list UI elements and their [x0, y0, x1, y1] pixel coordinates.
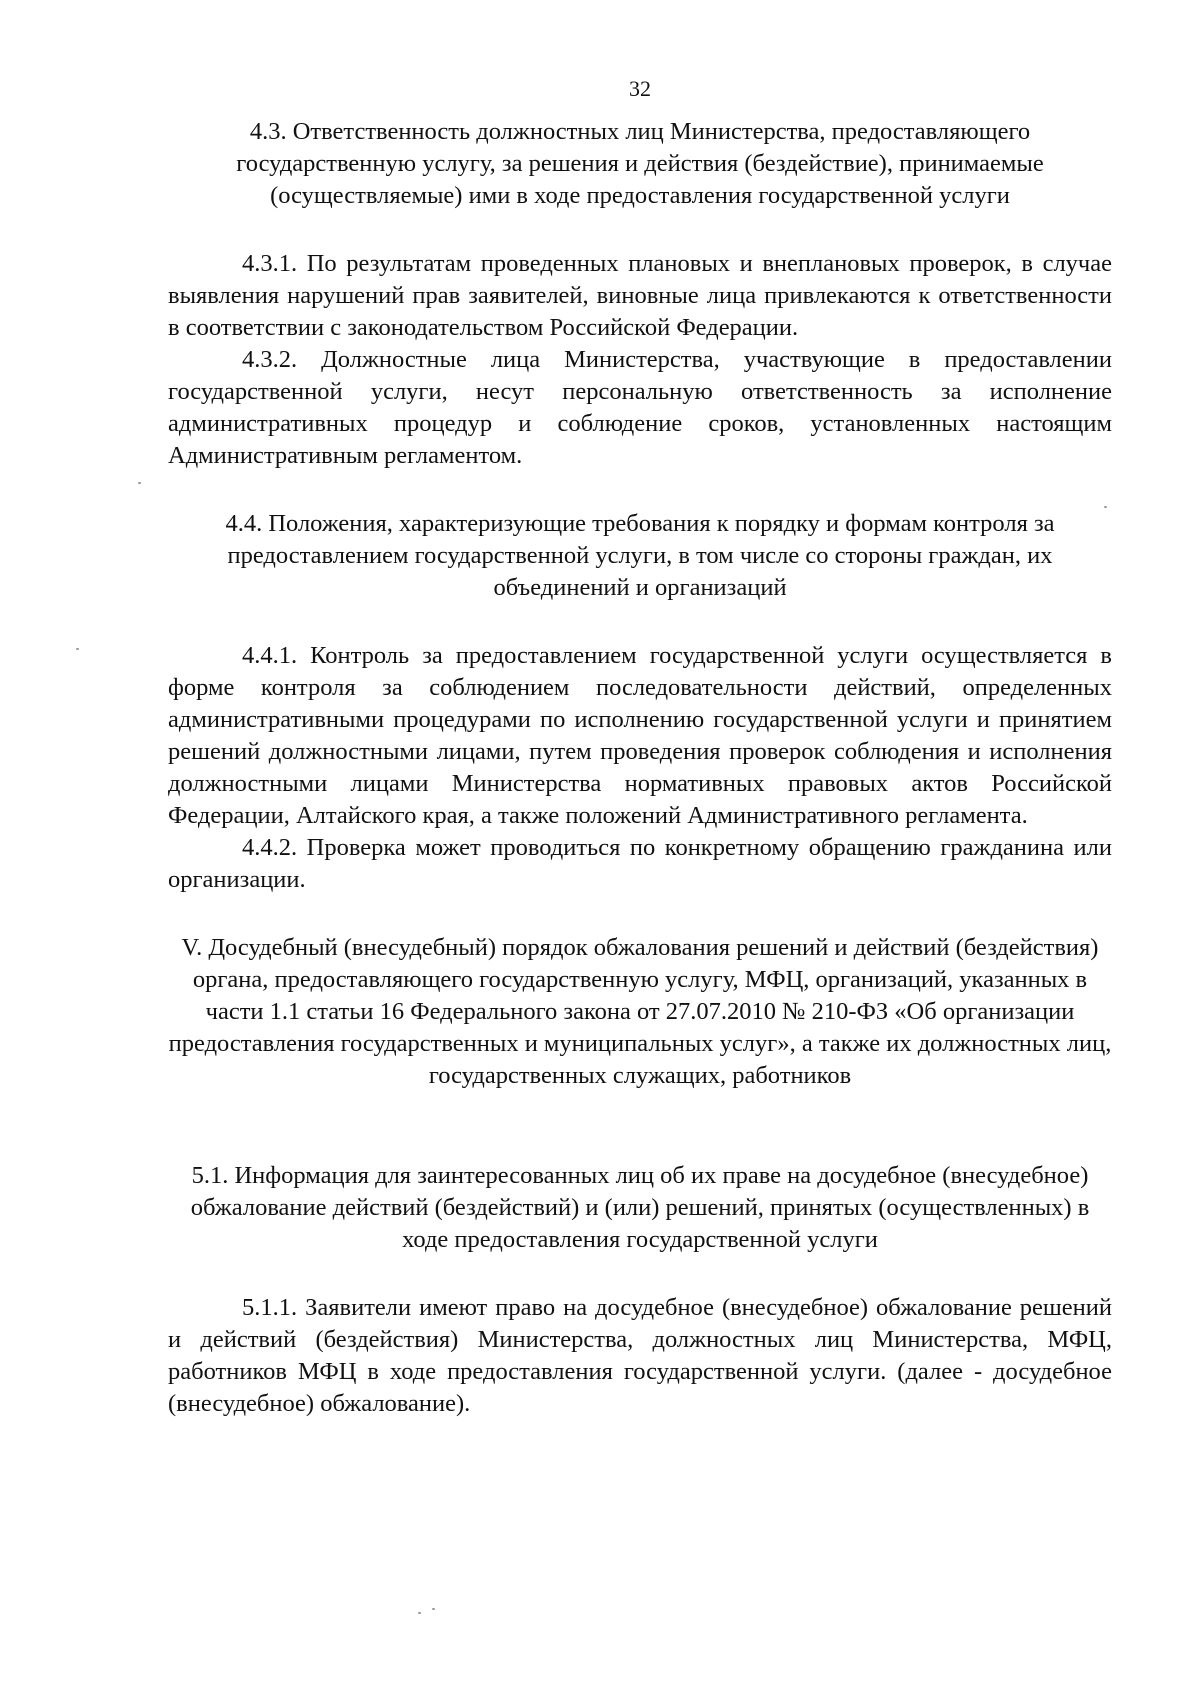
- paragraph-4-3-1: 4.3.1. По результатам проведенных плановых и внеплановых проверок, в случае выявления нарушений прав заявителей, виновные лица привлекаются к ответственности в соответствии с законодательством Российской Федерации.: [168, 250, 1112, 341]
- paragraph-4-3-2: 4.3.2. Должностные лица Министерства, участвующие в предоставлении государственной услуги, несут персональную ответственность за исполнение административных процедур и соблюдение сроков, установленных настоящим Административным регламентом.: [168, 346, 1112, 469]
- scan-speck: [432, 1608, 435, 1610]
- spacer: [168, 1092, 1112, 1128]
- page-number: 32: [629, 76, 651, 101]
- heading-4-4: 4.4. Положения, характеризующие требования к порядку и формам контроля за предоставлением государственной услуги, в том числе со стороны граждан, их объединений и организаций: [225, 510, 1055, 601]
- paragraph-4-4-2: 4.4.2. Проверка может проводиться по конкретному обращению гражданина или организации.: [168, 834, 1112, 893]
- scan-speck: [138, 482, 141, 484]
- heading-4-3: 4.3. Ответственность должностных лиц Министерства, предоставляющего государственную услугу, за решения и действия (бездействие), принимаемые (осуществляемые) ими в ходе предоставления государственной услуги: [236, 118, 1044, 209]
- scan-speck: [76, 648, 79, 650]
- page-content: [168, 74, 1112, 1420]
- spacer: [168, 896, 1112, 932]
- spacer: [168, 212, 1112, 248]
- spacer: [168, 1256, 1112, 1292]
- spacer: [168, 604, 1112, 640]
- spacer: [168, 472, 1112, 508]
- scan-speck: [1104, 506, 1107, 508]
- paragraph-5-1-1: 5.1.1. Заявители имеют право на досудебное (внесудебное) обжалование решений и действий (бездействия) Министерства, должностных лиц Министерства, МФЦ, работников МФЦ в ходе предоставления государственной услуги. (далее - досудебное (внесудебное) обжалование).: [168, 1294, 1112, 1417]
- paragraph-4-4-1: 4.4.1. Контроль за предоставлением государственной услуги осуществляется в форме контроля за соблюдением последовательности действий, определенных административными процедурами по исполнению государственной услуги и принятием решений должностными лицами, путем проведения проверок соблюдения и исполнения должностными лицами Министерства нормативных правовых актов Российской Федерации, Алтайского края, а также положений Административного регламента.: [168, 642, 1112, 829]
- heading-5-1: 5.1. Информация для заинтересованных лиц об их праве на досудебное (внесудебное) обжалование действий (бездействий) и (или) решений, принятых (осуществленных) в ходе предоставления государственной услуги: [190, 1162, 1090, 1253]
- heading-section-5: V. Досудебный (внесудебный) порядок обжалования решений и действий (бездействия) органа, предоставляющего государственную услугу, МФЦ, организаций, указанных в части 1.1 статьи 16 Федерального закона от 27.07.2010 № 210-ФЗ «Об организации предоставления государственных и муниципальных услуг», а также их должностных лиц, государственных служащих, работников: [168, 934, 1112, 1089]
- scan-speck: [418, 1612, 421, 1614]
- spacer: [168, 1128, 1112, 1160]
